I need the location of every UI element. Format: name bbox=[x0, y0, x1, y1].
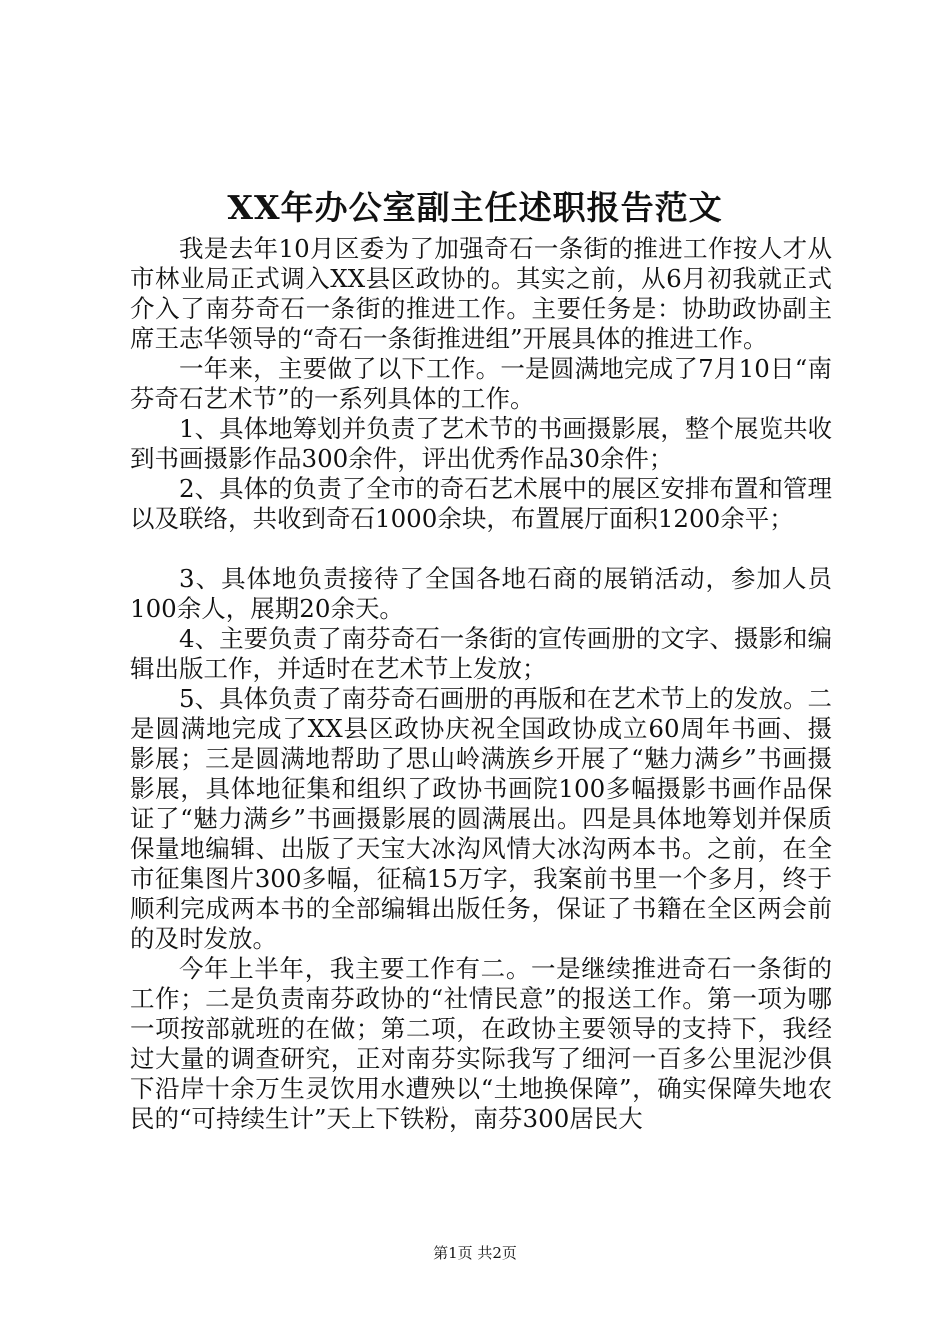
paragraph-3: 1、具体地筹划并负责了艺术节的书画摄影展，整个展览共收到书画摄影作品300余件，评出优秀作品30余件； bbox=[130, 414, 832, 473]
paragraph-7: 5、具体负责了南芬奇石画册的再版和在艺术节上的发放。二是圆满地完成了XX县区政协庆祝全国政协成立60周年书画、摄影展；三是圆满地帮助了思山岭满族乡开展了“魅力满乡”书画摄影展，具体地征集和组织了政协书画院100多幅摄影书画作品保证了“魅力满乡”书画摄影展的圆满展出。四是具体地筹划并保质保量地编辑、出版了天宝大冰沟风情大冰沟两本书。之前，在全市征集图片300多幅，征稿15万字，我案前书里一个多月，终于顺利完成两本书的全部编辑出版任务，保证了书籍在全区两会前的及时发放。 bbox=[130, 684, 832, 953]
paragraph-1: 我是去年10月区委为了加强奇石一条街的推进工作按人才从市林业局正式调入XX县区政协的。其实之前，从6月初我就正式介入了南芬奇石一条街的推进工作。主要任务是：协助政协副主席王志华领导的“奇石一条街推进组”开展具体的推进工作。 bbox=[130, 234, 832, 353]
paragraph-6: 4、主要负责了南芬奇石一条街的宣传画册的文字、摄影和编辑出版工作，并适时在艺术节上发放； bbox=[130, 624, 832, 683]
page-number: 第1页 共2页 bbox=[433, 1244, 517, 1262]
paragraph-4: 2、具体的负责了全市的奇石艺术展中的展区安排布置和管理以及联络，共收到奇石1000余块，布置展厅面积1200余平； bbox=[130, 474, 832, 533]
document-body bbox=[130, 234, 832, 1134]
document-title: XX年办公室副主任述职报告范文 bbox=[227, 188, 723, 227]
paragraph-8: 今年上半年，我主要工作有二。一是继续推进奇石一条街的工作；二是负责南芬政协的“社情民意”的报送工作。第一项为哪一项按部就班的在做；第二项，在政协主要领导的支持下，我经过大量的调查研究，正对南芬实际我写了细河一百多公里泥沙俱下沿岸十余万生灵饮用水遭殃以“土地换保障”，确实保障失地农民的“可持续生计”天上下铁粉，南芬300居民大 bbox=[130, 954, 832, 1133]
paragraph-5: 3、具体地负责接待了全国各地石商的展销活动，参加人员100余人，展期20余天。 bbox=[130, 564, 832, 623]
paragraph-2: 一年来，主要做了以下工作。一是圆满地完成了7月10日“南芬奇石艺术节”的一系列具体的工作。 bbox=[130, 354, 832, 413]
